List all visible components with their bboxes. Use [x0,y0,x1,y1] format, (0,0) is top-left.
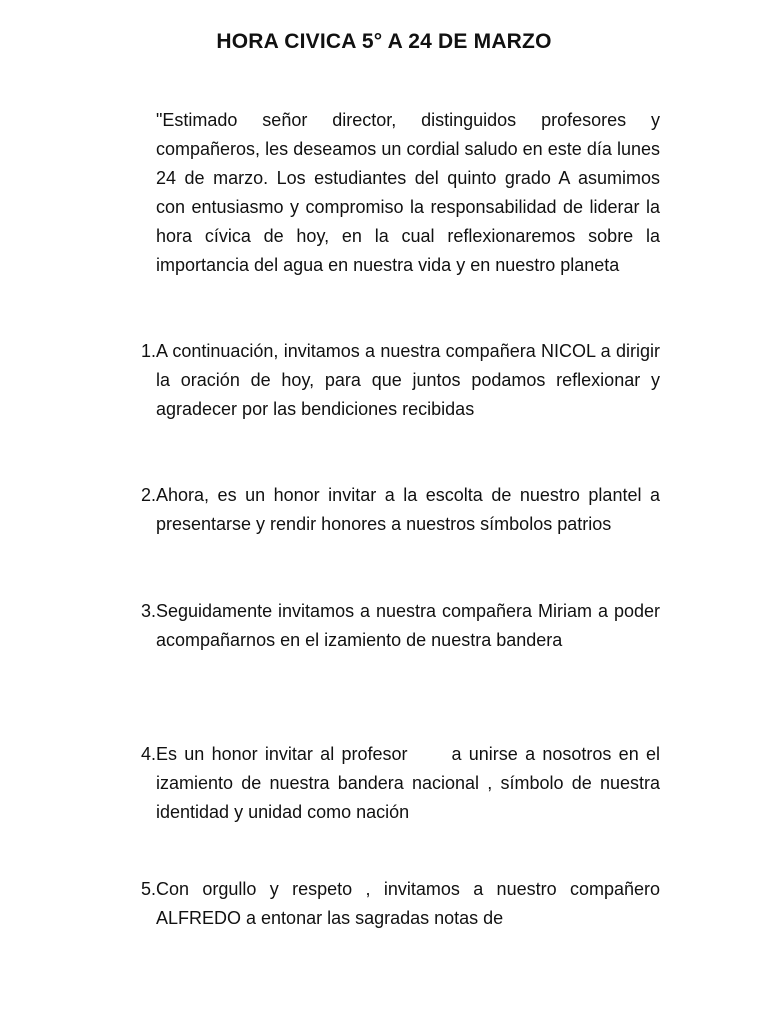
list-item [126,597,660,655]
intro-paragraph: "Estimado señor director, distinguidos profesores y compañeros, les deseamos un cordial saludo en este día lunes 24 de marzo. Los estudiantes del quinto grado A asumimos con entusiasmo y compromiso la responsabilidad de liderar la hora cívica de hoy, en la cual reflexionaremos sobre la importancia del agua en nuestra vida y en nuestro planeta [156,110,660,275]
document-title: HORA CIVICA 5° A 24 DE MARZO [216,30,552,53]
list-item [126,337,660,424]
list-item-text: Con orgullo y respeto , invitamos a nuestro compañero ALFREDO a entonar las sagradas notas de [156,879,660,928]
list-item [126,481,660,539]
list-item-text-part: Es un honor invitar al profesor [156,744,408,764]
list-item-number: 3. [140,601,156,621]
list-item-number: 4. [140,744,156,764]
list-item-text-part: a unirse a nosotros en el izamiento de nuestra bandera nacional , símbolo de nuestra identidad y unidad como nación [156,744,660,822]
list-item-text [156,740,660,827]
list-item-number: 2. [140,485,156,505]
list-item [126,875,660,933]
list-item-text: A continuación, invitamos a nuestra compañera NICOL a dirigir la oración de hoy, para que juntos podamos reflexionar y agradecer por las bendiciones recibidas [156,341,660,419]
list-item-number: 5. [140,879,156,899]
list-item-text: Seguidamente invitamos a nuestra compañera Miriam a poder acompañarnos en el izamiento de nuestra bandera [156,601,660,650]
list-item-number: 1. [140,341,156,361]
list-item-text: Ahora, es un honor invitar a la escolta de nuestro plantel a presentarse y rendir honores a nuestros símbolos patrios [156,485,660,534]
list-item [126,740,660,827]
